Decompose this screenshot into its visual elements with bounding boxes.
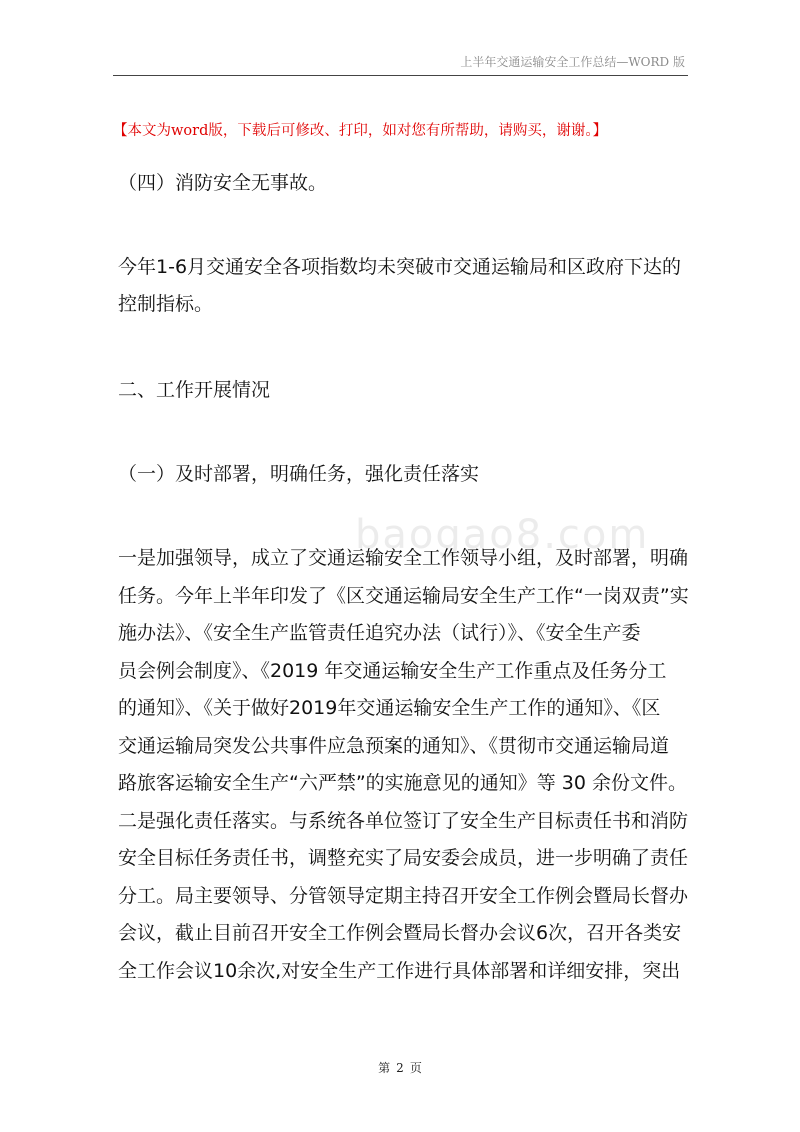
purchase-notice: 【本文为word版，下载后可修改、打印，如对您有所帮助，请购买，谢谢。】 xyxy=(113,123,608,139)
body-line: 全工作会议10余次,对安全生产工作进行具体部署和详细安排，突出 xyxy=(118,960,681,982)
body-line: 员会例会制度》、《2019 年交通运输安全生产工作重点及任务分工 xyxy=(118,660,667,682)
page-number: 2 xyxy=(396,1061,404,1075)
body-line: 的通知》、《关于做好2019年交通运输安全生产工作的通知》、《区 xyxy=(118,697,661,719)
body-line: 安全目标任务责任书，调整充实了局安委会成员，进一步明确了责任 xyxy=(118,847,689,869)
page-footer xyxy=(0,1059,800,1076)
body-line: 任务。今年上半年印发了《区交通运输局安全生产工作“一岗双责”实 xyxy=(118,585,689,607)
section-heading: 二、工作开展情况 xyxy=(118,379,271,401)
footer-suffix: 页 xyxy=(409,1061,422,1075)
body-line: 路旅客运输安全生产“六严禁”的实施意见的通知》等 30 余份文件。 xyxy=(118,772,687,794)
watermark: baogao8.com xyxy=(355,512,650,558)
body-line: 二是强化责任落实。与系统各单位签订了安全生产目标责任书和消防 xyxy=(118,810,689,832)
body-line: 分工。局主要领导、分管领导定期主持召开安全工作例会暨局长督办 xyxy=(118,885,689,907)
body-line: 交通运输局突发公共事件应急预案的通知》、《贯彻市交通运输局道 xyxy=(118,735,670,757)
footer-prefix: 第 xyxy=(378,1061,391,1075)
body-line: （四）消防安全无事故。 xyxy=(118,172,328,194)
running-header: 上半年交通运输安全工作总结—WORD 版 xyxy=(460,55,685,69)
body-line: 施办法》、《安全生产监管责任追究办法（试行）》、《安全生产委 xyxy=(118,622,641,644)
body-line: 控制指标。 xyxy=(118,293,214,315)
body-line: 一是加强领导，成立了交通运输安全工作领导小组，及时部署，明确 xyxy=(118,547,689,569)
body-line: 今年1-6月交通安全各项指数均未突破市交通运输局和区政府下达的 xyxy=(118,256,682,278)
header-divider xyxy=(113,75,688,76)
body-line: 会议，截止目前召开安全工作例会暨局长督办会议6次，召开各类安 xyxy=(118,922,682,944)
subsection-heading: （一）及时部署，明确任务，强化责任落实 xyxy=(118,463,480,485)
